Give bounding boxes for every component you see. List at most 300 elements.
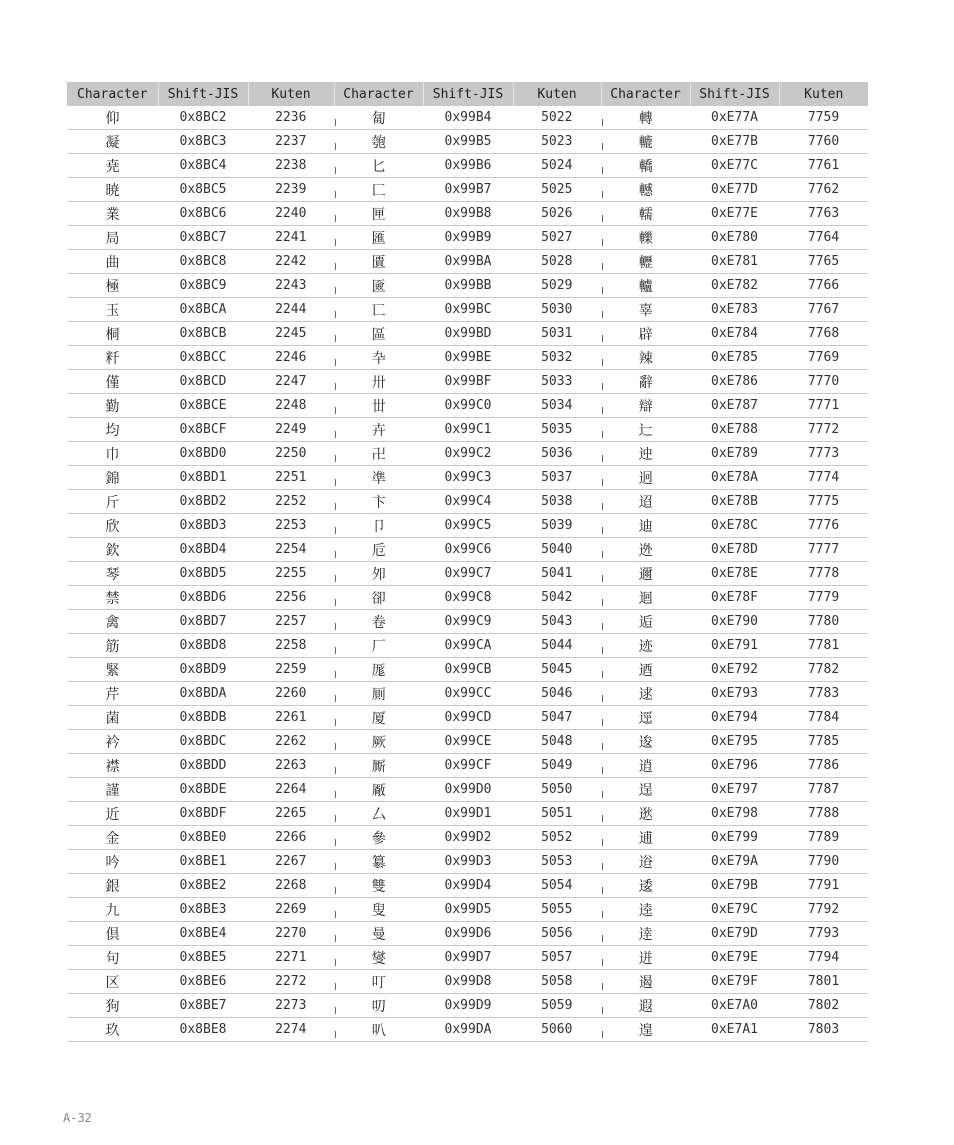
character-cell: 僅 [67, 370, 158, 394]
character-cell: 迢 [601, 490, 690, 514]
character-cell: 衿 [67, 730, 158, 754]
shift-jis-cell: 0xE79F [690, 970, 779, 994]
character-cell: 暁 [67, 178, 158, 202]
shift-jis-cell: 0xE796 [690, 754, 779, 778]
character-cell: 迯 [601, 538, 690, 562]
kuten-cell: 2272 [248, 970, 334, 994]
shift-jis-cell: 0x99BC [423, 298, 513, 322]
shift-jis-cell: 0x99C2 [423, 442, 513, 466]
shift-jis-cell: 0x8BDB [158, 706, 248, 730]
kuten-cell: 7775 [779, 490, 868, 514]
character-cell: 迪 [601, 514, 690, 538]
kuten-cell: 2253 [248, 514, 334, 538]
character-cell: 区 [67, 970, 158, 994]
character-cell: 轜 [601, 202, 690, 226]
kuten-cell: 7768 [779, 322, 868, 346]
character-cell: 逖 [601, 802, 690, 826]
kuten-cell: 5055 [513, 898, 601, 922]
kuten-cell: 2273 [248, 994, 334, 1018]
character-cell: 雙 [334, 874, 423, 898]
kuten-cell: 5032 [513, 346, 601, 370]
character-cell: 參 [334, 826, 423, 850]
kuten-cell: 5025 [513, 178, 601, 202]
character-cell: 匐 [334, 106, 423, 130]
character-cell: 曲 [67, 250, 158, 274]
character-cell: 夘 [334, 562, 423, 586]
kuten-cell: 7801 [779, 970, 868, 994]
shift-jis-cell: 0x8BD5 [158, 562, 248, 586]
character-cell: 轗 [601, 178, 690, 202]
kuten-cell: 2236 [248, 106, 334, 130]
table-row [67, 538, 868, 562]
table-row [67, 322, 868, 346]
shift-jis-cell: 0x99D2 [423, 826, 513, 850]
shift-jis-cell: 0x8BDF [158, 802, 248, 826]
kuten-cell: 2256 [248, 586, 334, 610]
shift-jis-cell: 0xE783 [690, 298, 779, 322]
table-row [67, 130, 868, 154]
shift-jis-cell: 0x8BE1 [158, 850, 248, 874]
character-cell: 逋 [601, 826, 690, 850]
shift-jis-cell: 0xE787 [690, 394, 779, 418]
kuten-cell: 2242 [248, 250, 334, 274]
kuten-cell: 5054 [513, 874, 601, 898]
character-cell: 九 [67, 898, 158, 922]
table-row [67, 730, 868, 754]
shift-jis-cell: 0xE797 [690, 778, 779, 802]
table-row [67, 634, 868, 658]
character-cell: 逧 [601, 850, 690, 874]
character-cell: 轆 [601, 130, 690, 154]
kuten-cell: 5050 [513, 778, 601, 802]
kuten-cell: 7802 [779, 994, 868, 1018]
table-row [67, 658, 868, 682]
shift-jis-cell: 0x99D5 [423, 898, 513, 922]
shift-jis-cell: 0xE77B [690, 130, 779, 154]
character-cell: 燮 [334, 946, 423, 970]
character-cell: 厮 [334, 754, 423, 778]
column-header: Shift-JIS [690, 82, 779, 106]
shift-jis-cell: 0x8BC2 [158, 106, 248, 130]
kuten-cell: 5028 [513, 250, 601, 274]
kuten-cell: 2271 [248, 946, 334, 970]
shift-jis-cell: 0xE792 [690, 658, 779, 682]
character-cell: 句 [67, 946, 158, 970]
table-row [67, 106, 868, 130]
kuten-cell: 2255 [248, 562, 334, 586]
character-cell: 匱 [334, 250, 423, 274]
character-cell: 卻 [334, 586, 423, 610]
column-header: Kuten [513, 82, 601, 106]
shift-jis-cell: 0x99CC [423, 682, 513, 706]
kuten-cell: 7791 [779, 874, 868, 898]
kuten-cell: 2241 [248, 226, 334, 250]
kuten-cell: 2252 [248, 490, 334, 514]
character-cell: 遑 [601, 1018, 690, 1042]
shift-jis-cell: 0x8BE7 [158, 994, 248, 1018]
kuten-cell: 2247 [248, 370, 334, 394]
character-cell: 勤 [67, 394, 158, 418]
shift-jis-cell: 0x8BC5 [158, 178, 248, 202]
character-cell: 匸 [334, 298, 423, 322]
kuten-cell: 2244 [248, 298, 334, 322]
kuten-cell: 2268 [248, 874, 334, 898]
character-cell: 厥 [334, 730, 423, 754]
kuten-cell: 2250 [248, 442, 334, 466]
shift-jis-cell: 0x8BE3 [158, 898, 248, 922]
shift-jis-cell: 0xE77E [690, 202, 779, 226]
character-cell: 匕 [334, 154, 423, 178]
character-cell: 區 [334, 322, 423, 346]
character-cell: 卩 [334, 514, 423, 538]
kuten-cell: 5022 [513, 106, 601, 130]
character-cell: 禽 [67, 610, 158, 634]
kuten-cell: 7762 [779, 178, 868, 202]
kuten-cell: 2246 [248, 346, 334, 370]
character-cell: 逕 [601, 706, 690, 730]
character-cell: 業 [67, 202, 158, 226]
shift-jis-cell: 0x99C0 [423, 394, 513, 418]
shift-jis-cell: 0xE793 [690, 682, 779, 706]
shift-jis-cell: 0x99BF [423, 370, 513, 394]
character-cell: 曼 [334, 922, 423, 946]
kuten-cell: 5036 [513, 442, 601, 466]
kuten-cell: 5057 [513, 946, 601, 970]
kuten-cell: 7792 [779, 898, 868, 922]
shift-jis-cell: 0x8BC6 [158, 202, 248, 226]
shift-jis-cell: 0x8BCA [158, 298, 248, 322]
character-cell: 卷 [334, 610, 423, 634]
kuten-cell: 7786 [779, 754, 868, 778]
column-header: Character [67, 82, 158, 106]
character-cell: 匏 [334, 130, 423, 154]
character-cell: 叟 [334, 898, 423, 922]
kuten-cell: 7780 [779, 610, 868, 634]
kuten-cell: 7761 [779, 154, 868, 178]
character-cell: 吟 [67, 850, 158, 874]
kuten-cell: 2260 [248, 682, 334, 706]
kuten-cell: 5042 [513, 586, 601, 610]
shift-jis-cell: 0xE77C [690, 154, 779, 178]
table-row [67, 826, 868, 850]
character-cell: 逍 [601, 754, 690, 778]
table-row [67, 178, 868, 202]
shift-jis-cell: 0x8BD4 [158, 538, 248, 562]
shift-jis-cell: 0xE784 [690, 322, 779, 346]
column-header: Character [334, 82, 423, 106]
shift-jis-cell: 0x8BC8 [158, 250, 248, 274]
kuten-cell: 5034 [513, 394, 601, 418]
shift-jis-cell: 0x99BE [423, 346, 513, 370]
table-row [67, 226, 868, 250]
kuten-cell: 7766 [779, 274, 868, 298]
shift-jis-cell: 0x99B8 [423, 202, 513, 226]
character-cell: 斤 [67, 490, 158, 514]
page-number: A-32 [63, 1111, 92, 1125]
table-row [67, 802, 868, 826]
shift-jis-cell: 0x8BDE [158, 778, 248, 802]
shift-jis-cell: 0x8BE4 [158, 922, 248, 946]
kuten-cell: 2257 [248, 610, 334, 634]
character-cell: 轉 [601, 106, 690, 130]
character-cell: 轣 [601, 250, 690, 274]
character-cell: 芹 [67, 682, 158, 706]
kuten-cell: 5027 [513, 226, 601, 250]
character-cell: 迺 [601, 658, 690, 682]
table-row [67, 1018, 868, 1042]
character-cell: 厰 [334, 778, 423, 802]
shift-jis-cell: 0xE795 [690, 730, 779, 754]
character-cell: 轢 [601, 226, 690, 250]
character-cell: 緊 [67, 658, 158, 682]
kuten-cell: 7774 [779, 466, 868, 490]
kuten-cell: 2245 [248, 322, 334, 346]
kuten-cell: 2264 [248, 778, 334, 802]
shift-jis-cell: 0x8BCB [158, 322, 248, 346]
kuten-cell: 5047 [513, 706, 601, 730]
kuten-cell: 2269 [248, 898, 334, 922]
shift-jis-cell: 0xE77A [690, 106, 779, 130]
kuten-cell: 5035 [513, 418, 601, 442]
character-cell: 辜 [601, 298, 690, 322]
kuten-cell: 7777 [779, 538, 868, 562]
column-header: Character [601, 82, 690, 106]
kuten-cell: 5038 [513, 490, 601, 514]
table-row [67, 370, 868, 394]
shift-jis-cell: 0x99B7 [423, 178, 513, 202]
character-cell: 轎 [601, 154, 690, 178]
character-cell: 迹 [601, 634, 690, 658]
shift-jis-cell: 0x8BCC [158, 346, 248, 370]
table-row [67, 922, 868, 946]
table-row [67, 778, 868, 802]
shift-jis-cell: 0x99D3 [423, 850, 513, 874]
column-header: Shift-JIS [158, 82, 248, 106]
kuten-cell: 2270 [248, 922, 334, 946]
character-cell: 卉 [334, 418, 423, 442]
character-cell: 逡 [601, 730, 690, 754]
shift-jis-cell: 0x99BD [423, 322, 513, 346]
column-header: Kuten [248, 82, 334, 106]
kuten-cell: 7770 [779, 370, 868, 394]
character-cell: 辷 [601, 418, 690, 442]
shift-jis-cell: 0x8BE5 [158, 946, 248, 970]
kuten-cell: 5046 [513, 682, 601, 706]
kuten-cell: 2267 [248, 850, 334, 874]
shift-jis-cell: 0x8BD1 [158, 466, 248, 490]
character-cell: 仰 [67, 106, 158, 130]
shift-jis-cell: 0xE78D [690, 538, 779, 562]
shift-jis-cell: 0xE791 [690, 634, 779, 658]
character-cell: 逵 [601, 898, 690, 922]
shift-jis-cell: 0x99CA [423, 634, 513, 658]
shift-jis-cell: 0xE799 [690, 826, 779, 850]
character-cell: 卍 [334, 442, 423, 466]
character-cell: 逹 [601, 922, 690, 946]
shift-jis-cell: 0x8BCE [158, 394, 248, 418]
table-row [67, 202, 868, 226]
shift-jis-cell: 0xE7A1 [690, 1018, 779, 1042]
kuten-cell: 5030 [513, 298, 601, 322]
character-cell: 厂 [334, 634, 423, 658]
shift-jis-cell: 0x8BC9 [158, 274, 248, 298]
shift-jis-cell: 0xE78F [690, 586, 779, 610]
shift-jis-cell: 0x8BCD [158, 370, 248, 394]
shift-jis-cell: 0xE785 [690, 346, 779, 370]
table-row [67, 562, 868, 586]
kuten-cell: 5037 [513, 466, 601, 490]
shift-jis-cell: 0xE79B [690, 874, 779, 898]
character-cell: 叭 [334, 1018, 423, 1042]
kuten-cell: 5053 [513, 850, 601, 874]
kuten-cell: 7773 [779, 442, 868, 466]
shift-jis-cell: 0x99C1 [423, 418, 513, 442]
shift-jis-cell: 0x99BB [423, 274, 513, 298]
shift-jis-cell: 0xE794 [690, 706, 779, 730]
kuten-cell: 5043 [513, 610, 601, 634]
shift-jis-cell: 0xE78B [690, 490, 779, 514]
table-row [67, 946, 868, 970]
shift-jis-cell: 0x99D6 [423, 922, 513, 946]
kuten-cell: 5056 [513, 922, 601, 946]
kuten-cell: 7778 [779, 562, 868, 586]
character-cell: 辯 [601, 394, 690, 418]
shift-jis-cell: 0xE78A [690, 466, 779, 490]
character-cell: 謹 [67, 778, 158, 802]
shift-jis-cell: 0x99CD [423, 706, 513, 730]
character-cell: 卞 [334, 490, 423, 514]
kuten-cell: 7793 [779, 922, 868, 946]
kuten-cell: 7765 [779, 250, 868, 274]
shift-jis-cell: 0x8BD2 [158, 490, 248, 514]
character-cell: 卅 [334, 370, 423, 394]
shift-jis-cell: 0xE7A0 [690, 994, 779, 1018]
character-cell: 桐 [67, 322, 158, 346]
character-cell: 叮 [334, 970, 423, 994]
kuten-cell: 5044 [513, 634, 601, 658]
shift-jis-cell: 0x99C5 [423, 514, 513, 538]
table-row [67, 394, 868, 418]
character-cell: 極 [67, 274, 158, 298]
kuten-cell: 7771 [779, 394, 868, 418]
column-header: Kuten [779, 82, 868, 106]
table-row [67, 418, 868, 442]
shift-jis-cell: 0x99CE [423, 730, 513, 754]
kuten-cell: 2251 [248, 466, 334, 490]
character-cell: 均 [67, 418, 158, 442]
character-cell: 遏 [601, 970, 690, 994]
character-cell: 迴 [601, 586, 690, 610]
shift-jis-cell: 0x99D4 [423, 874, 513, 898]
column-header: Shift-JIS [423, 82, 513, 106]
kuten-cell: 5024 [513, 154, 601, 178]
character-cell: 轤 [601, 274, 690, 298]
kuten-cell: 2243 [248, 274, 334, 298]
shift-jis-cell: 0x99B4 [423, 106, 513, 130]
character-cell: 迚 [601, 442, 690, 466]
kuten-cell: 7785 [779, 730, 868, 754]
character-cell: 匳 [334, 274, 423, 298]
kuten-cell: 7781 [779, 634, 868, 658]
kuten-cell: 5045 [513, 658, 601, 682]
shift-jis-cell: 0x99C4 [423, 490, 513, 514]
kuten-cell: 2240 [248, 202, 334, 226]
character-cell: 逞 [601, 778, 690, 802]
shift-jis-cell: 0x99DA [423, 1018, 513, 1042]
character-cell: 匯 [334, 226, 423, 250]
shift-jis-cell: 0xE78C [690, 514, 779, 538]
kuten-cell: 2265 [248, 802, 334, 826]
kuten-cell: 2237 [248, 130, 334, 154]
table-body [67, 106, 868, 1042]
shift-jis-cell: 0xE79C [690, 898, 779, 922]
shift-jis-cell: 0xE77D [690, 178, 779, 202]
table-row [67, 586, 868, 610]
character-cell: 叨 [334, 994, 423, 1018]
shift-jis-cell: 0x99B5 [423, 130, 513, 154]
table-row [67, 970, 868, 994]
kuten-cell: 7783 [779, 682, 868, 706]
table-row [67, 466, 868, 490]
shift-jis-cell: 0xE788 [690, 418, 779, 442]
kuten-cell: 7759 [779, 106, 868, 130]
kuten-cell: 5059 [513, 994, 601, 1018]
shift-jis-cell: 0x99C8 [423, 586, 513, 610]
table-row [67, 490, 868, 514]
shift-jis-cell: 0x99BA [423, 250, 513, 274]
table-row [67, 514, 868, 538]
shift-jis-cell: 0x99D1 [423, 802, 513, 826]
character-cell: 倶 [67, 922, 158, 946]
shift-jis-cell: 0x8BDA [158, 682, 248, 706]
table-row [67, 250, 868, 274]
character-cell: 逅 [601, 610, 690, 634]
shift-jis-cell: 0x99D8 [423, 970, 513, 994]
character-cell: 局 [67, 226, 158, 250]
character-cell: 厠 [334, 682, 423, 706]
kuten-cell: 5031 [513, 322, 601, 346]
kuten-cell: 7789 [779, 826, 868, 850]
kuten-cell: 5023 [513, 130, 601, 154]
kuten-cell: 5051 [513, 802, 601, 826]
shift-jis-cell: 0xE782 [690, 274, 779, 298]
kuten-cell: 5026 [513, 202, 601, 226]
shift-jis-cell: 0x8BC4 [158, 154, 248, 178]
kuten-cell: 7788 [779, 802, 868, 826]
character-cell: 銀 [67, 874, 158, 898]
kuten-cell: 5060 [513, 1018, 601, 1042]
character-cell: 凖 [334, 466, 423, 490]
kuten-cell: 7784 [779, 706, 868, 730]
kuten-cell: 2238 [248, 154, 334, 178]
shift-jis-cell: 0x8BD0 [158, 442, 248, 466]
character-cell: 迸 [601, 946, 690, 970]
character-cell: 丗 [334, 394, 423, 418]
kuten-cell: 7764 [779, 226, 868, 250]
shift-jis-cell: 0x8BDC [158, 730, 248, 754]
shift-jis-cell: 0x8BCF [158, 418, 248, 442]
shift-jis-cell: 0x8BD8 [158, 634, 248, 658]
table-row [67, 994, 868, 1018]
character-cell: 玖 [67, 1018, 158, 1042]
table-row [67, 874, 868, 898]
character-cell: 逶 [601, 874, 690, 898]
shift-jis-cell: 0x8BD9 [158, 658, 248, 682]
shift-jis-cell: 0x99C3 [423, 466, 513, 490]
table-row [67, 298, 868, 322]
shift-jis-cell: 0xE79E [690, 946, 779, 970]
kuten-cell: 7787 [779, 778, 868, 802]
